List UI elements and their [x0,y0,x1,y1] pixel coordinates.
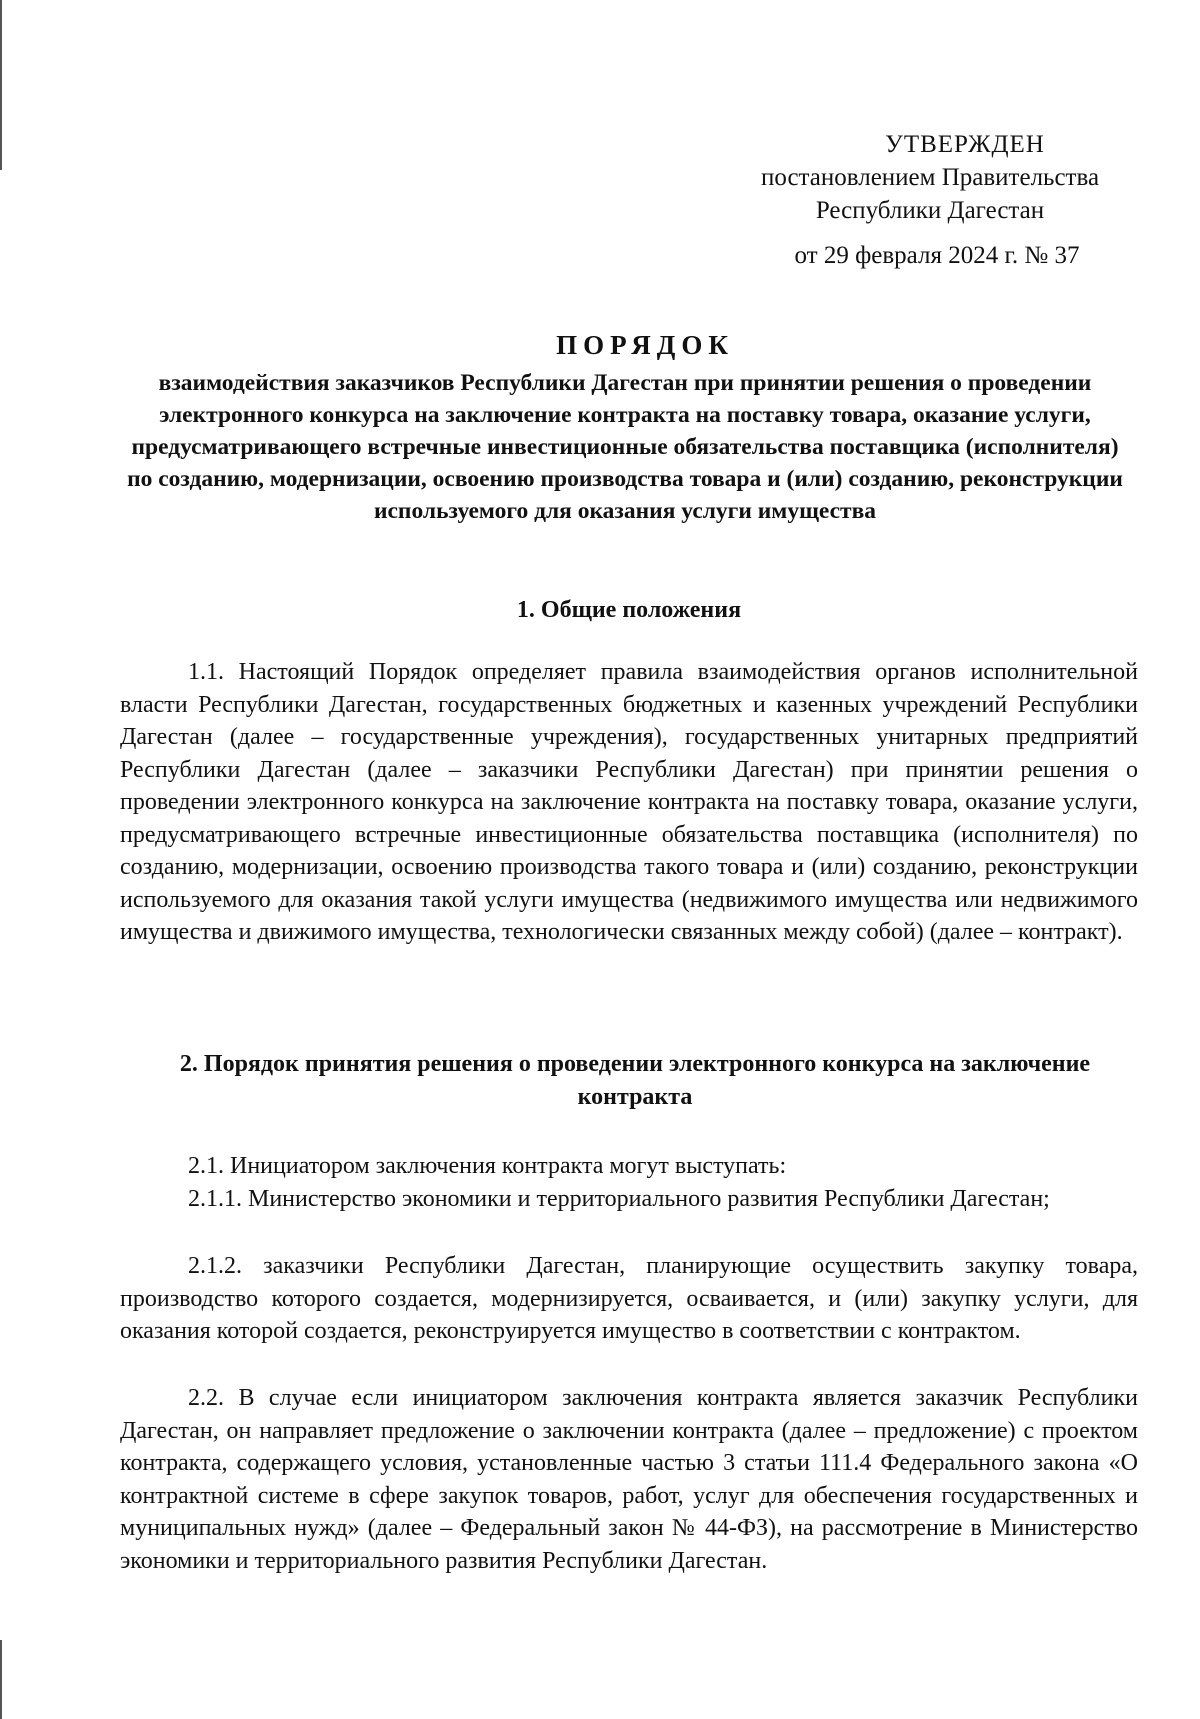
paragraph-1-1: 1.1. Настоящий Порядок определяет правила взаимодействия органов исполнительной власти Республики Дагестан, государственных бюджетных и казенных учреждений Республики Дагестан (далее – государственные учреждения), государственных унитарных предприятий Республики Дагестан (далее – заказчики Республики Дагестан) при принятии решения о проведении электронного конкурса на заключение контракта на поставку товара, оказание услуги, предусматривающего встречные инвестиционные обязательства поставщика (исполнителя) по созданию, модернизации, освоению производства такого товара и (или) созданию, реконструкции используемого для оказания такой услуги имущества (недвижимого имущества или недвижимого имущества и движимого имущества, технологически связанных между собой) (далее – контракт). [120,659,1138,945]
document-subtitle: взаимодействия заказчиков Республики Дагестан при принятии решения о проведении электронного конкурса на заключение контракта на поставку товара, оказание услуги, предусматривающего встречные инвестиционные обязательства поставщика (исполнителя) по созданию, модернизации, освоению производства товара и (или) созданию, реконструкции используемого для оказания услуги имущества [127,370,1123,524]
section-heading-2: 2. Порядок принятия решения о проведении электронного конкурса на заключение контракта [179,1051,1091,1110]
document-title: ПОРЯДОК [556,330,734,360]
approval-stamp [700,128,1160,272]
scan-edge-mark [0,0,2,170]
approval-by-line: постановлением Правительства [760,164,1100,191]
scan-edge-mark [0,1640,2,1719]
approval-region: Республики Дагестан [815,197,1045,224]
section-heading-1: 1. Общие положения [516,597,742,623]
paragraph-2-1-2: 2.1.2. заказчики Республики Дагестан, планирующие осуществить закупку товара, производство которого создается, модернизируется, осваивается, и (или) закупку услуги, для оказания которой создается, реконструируется имущество в соответствии с контрактом. [120,1253,1138,1344]
document-title-block [120,325,1130,527]
approval-word: УТВЕРЖДЕН [885,131,1045,158]
paragraph-2-1: 2.1. Инициатором заключения контракта могут выступать: [188,1153,787,1179]
paragraph-2-2: 2.2. В случае если инициатором заключения контракта является заказчик Республики Дагестан, он направляет предложение о заключении контракта (далее – предложение) с проектом контракта, содержащего условия, установленные частью 3 статьи 111.4 Федерального закона «О контрактной системе в сфере закупок товаров, работ, услуг для обеспечения государственных и муниципальных нужд» (далее – Федеральный закон № 44-ФЗ), на рассмотрение в Министерство экономики и территориального развития Республики Дагестан. [120,1385,1138,1574]
paragraph-2-1-1: 2.1.1. Министерство экономики и территориального развития Республики Дагестан; [188,1186,1050,1212]
approval-date: от 29 февраля 2024 г. № 37 [794,242,1080,269]
